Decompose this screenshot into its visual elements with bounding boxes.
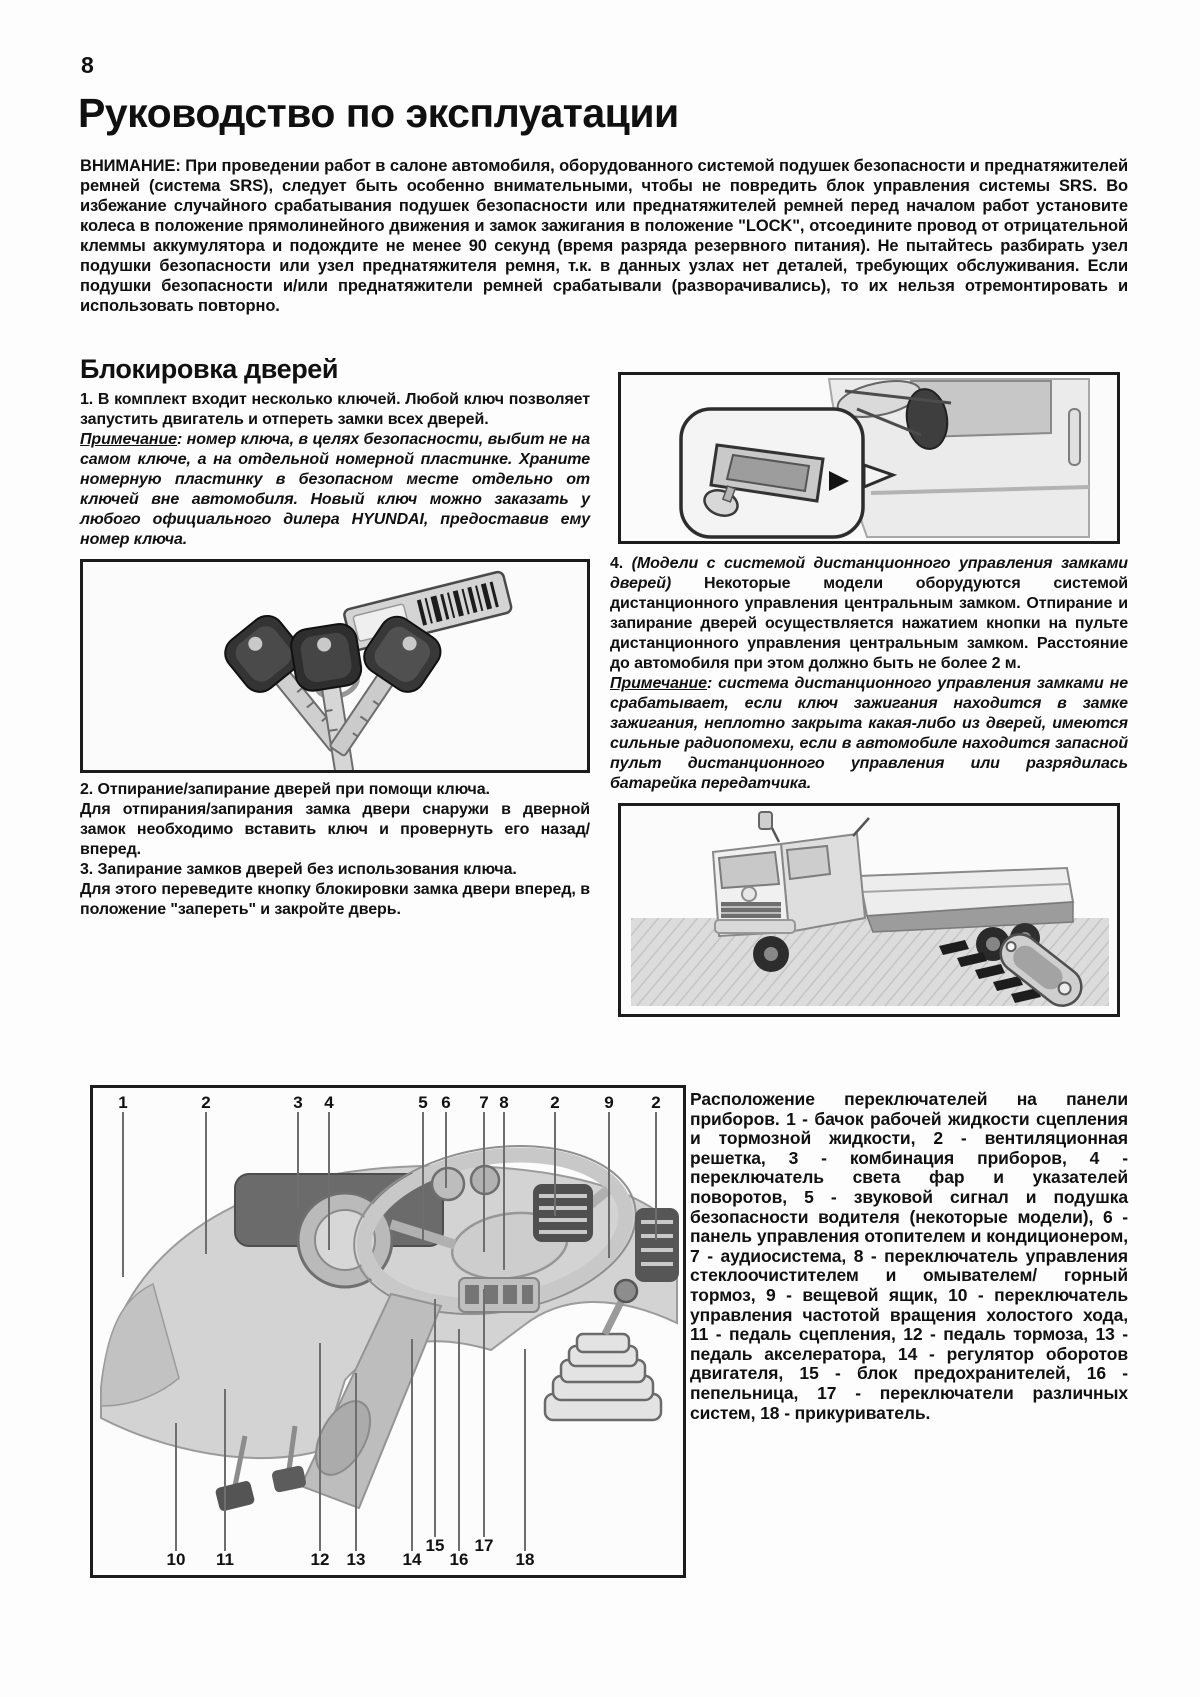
door-lock-item-1: 1. В комплект входит несколько ключей. Любой ключ позволяет запустить двигатель и отпереть замки всех дверей. [80, 391, 590, 428]
remote-note [610, 674, 1128, 794]
diagram-callout-10: 10 [165, 1423, 187, 1569]
diagram-callout-2: 2 [645, 1094, 667, 1240]
diagram-callout-8: 8 [493, 1094, 515, 1270]
item4-number: 4. [610, 555, 632, 572]
door-handle-photo-frame [618, 372, 1120, 544]
door-lock-item-3-text: Для этого переведите кнопку блокировки замка двери вперед, в положение "запереть" и закройте дверь. [80, 881, 590, 918]
right-column [610, 372, 1128, 1017]
diagram-callout-12: 12 [309, 1343, 331, 1569]
door-handle-illustration [621, 375, 1117, 541]
diagram-callout-2: 2 [195, 1094, 217, 1254]
note-label: Примечание [80, 431, 177, 448]
item4-text: Некоторые модели оборудуются системой дистанционного управления центральным замком. Отпирание и запирание дверей осуществляется нажатием кнопки на пульте дистанционного управления центральным замком. Расстояние до автомобиля при этом должно быть не более 2 м. [610, 575, 1128, 672]
note-label: Примечание [610, 675, 707, 692]
keys-photo-frame [80, 559, 590, 773]
diagram-callout-11: 11 [214, 1389, 236, 1569]
diagram-callout-2: 2 [544, 1094, 566, 1216]
door-lock-item-3: 3. Запирание замков дверей без использования ключа. [80, 861, 517, 878]
note-text: : система дистанционного управления замками не срабатывает, если ключ зажигания находится в замке зажигания, неплотно закрыта какая-либо из дверей, имеются сильные радиопомехи, если в автомобиле находится запасной пульт дистанционного управления или разрядилась батарейка передатчика. [610, 675, 1128, 792]
page-number: 8 [81, 52, 94, 78]
door-lock-heading: Блокировка дверей [80, 354, 339, 384]
door-lock-item-4 [610, 554, 1128, 674]
diagram-callout-7: 7 [473, 1094, 495, 1252]
page-title: Руководство по эксплуатации [78, 90, 679, 136]
key-number-note [80, 430, 590, 550]
diagram-callout-9: 9 [598, 1094, 620, 1258]
left-column [80, 354, 590, 920]
panel-layout-text: Расположение переключателей на панели приборов. 1 - бачок рабочей жидкости сцепления и тормозной жидкости, 2 - вентиляционная решетка, 3 - комбинация приборов, 4 - переключатель света фар и указателей поворотов, 5 - звуковой сигнал и подушка безопасности водителя (некоторые модели), 6 - панель управления отопителем и кондиционером, 7 - аудиосистема, 8 - переключатель управления стеклоочистителем и омывателем/ горный тормоз, 9 - вещевой ящик, 10 - переключатель управления частотой вращения холостого хода, 11 - педаль сцепления, 12 - педаль тормоза, 13 - педаль акселератора, 14 - регулятор оборотов двигателя, 15 - блок предохранителей, 16 - пепельница, 17 - переключатели различных систем, 18 - прикуриватель. [690, 1089, 1128, 1423]
diagram-callout-14: 14 [401, 1339, 423, 1569]
diagram-callout-18: 18 [514, 1349, 536, 1569]
diagram-callout-15: 15 [424, 1299, 446, 1555]
diagram-callout-13: 13 [345, 1373, 367, 1569]
diagram-callout-6: 6 [435, 1094, 457, 1188]
dashboard-diagram-box [90, 1085, 686, 1578]
diagram-callout-16: 16 [448, 1329, 470, 1569]
diagram-callout-5: 5 [412, 1094, 434, 1240]
diagram-callout-4: 4 [318, 1094, 340, 1250]
truck-illustration [621, 806, 1117, 1014]
item4-model-note: (Модели с системой дистанционного управления замками дверей) [610, 555, 1128, 592]
door-lock-item-2: 2. Отпирание/запирание дверей при помощи ключа. [80, 781, 490, 798]
warning-text: ВНИМАНИЕ: При проведении работ в салоне автомобиля, оборудованного системой подушек безопасности и преднатяжителей ремней (система SRS), следует быть особенно внимательными, чтобы не повредить блок управления системы SRS. Во избежание случайного срабатывания подушек безопасности или преднатяжителей ремней перед началом работ установите колеса в положение прямолинейного движения и замок зажигания в положение "LOCK", отсоедините провод от отрицательной клеммы аккумулятора и подождите не менее 90 секунд (время разряда резервного питания). Не пытайтесь разбирать узел подушки безопасности или узел преднатяжителя ремня, т.к. в данных узлах нет деталей, требующих обслуживания. Если подушки безопасности и/или преднатяжители ремней срабатывали (разворачивались), то их нельзя отремонтировать и использовать повторно. [80, 157, 1128, 315]
keys-illustration [83, 562, 587, 770]
diagram-callout-3: 3 [287, 1094, 309, 1208]
diagram-callout-1: 1 [112, 1094, 134, 1277]
door-lock-item-2-text: Для отпирания/запирания замка двери снаружи в дверной замок необходимо вставить ключ и провернуть его назад/вперед. [80, 801, 590, 858]
truck-photo-frame [618, 803, 1120, 1017]
diagram-callout-17: 17 [473, 1289, 495, 1555]
note-text: : номер ключа, в целях безопасности, выбит не на самом ключе, а на отдельной номерной пластинке. Храните номерную пластинку в безопасном месте отдельно от ключей вне автомобиля. Новый ключ можно заказать у любого официального дилера HYUNDAI, предоставив ему номер ключа. [80, 431, 590, 548]
